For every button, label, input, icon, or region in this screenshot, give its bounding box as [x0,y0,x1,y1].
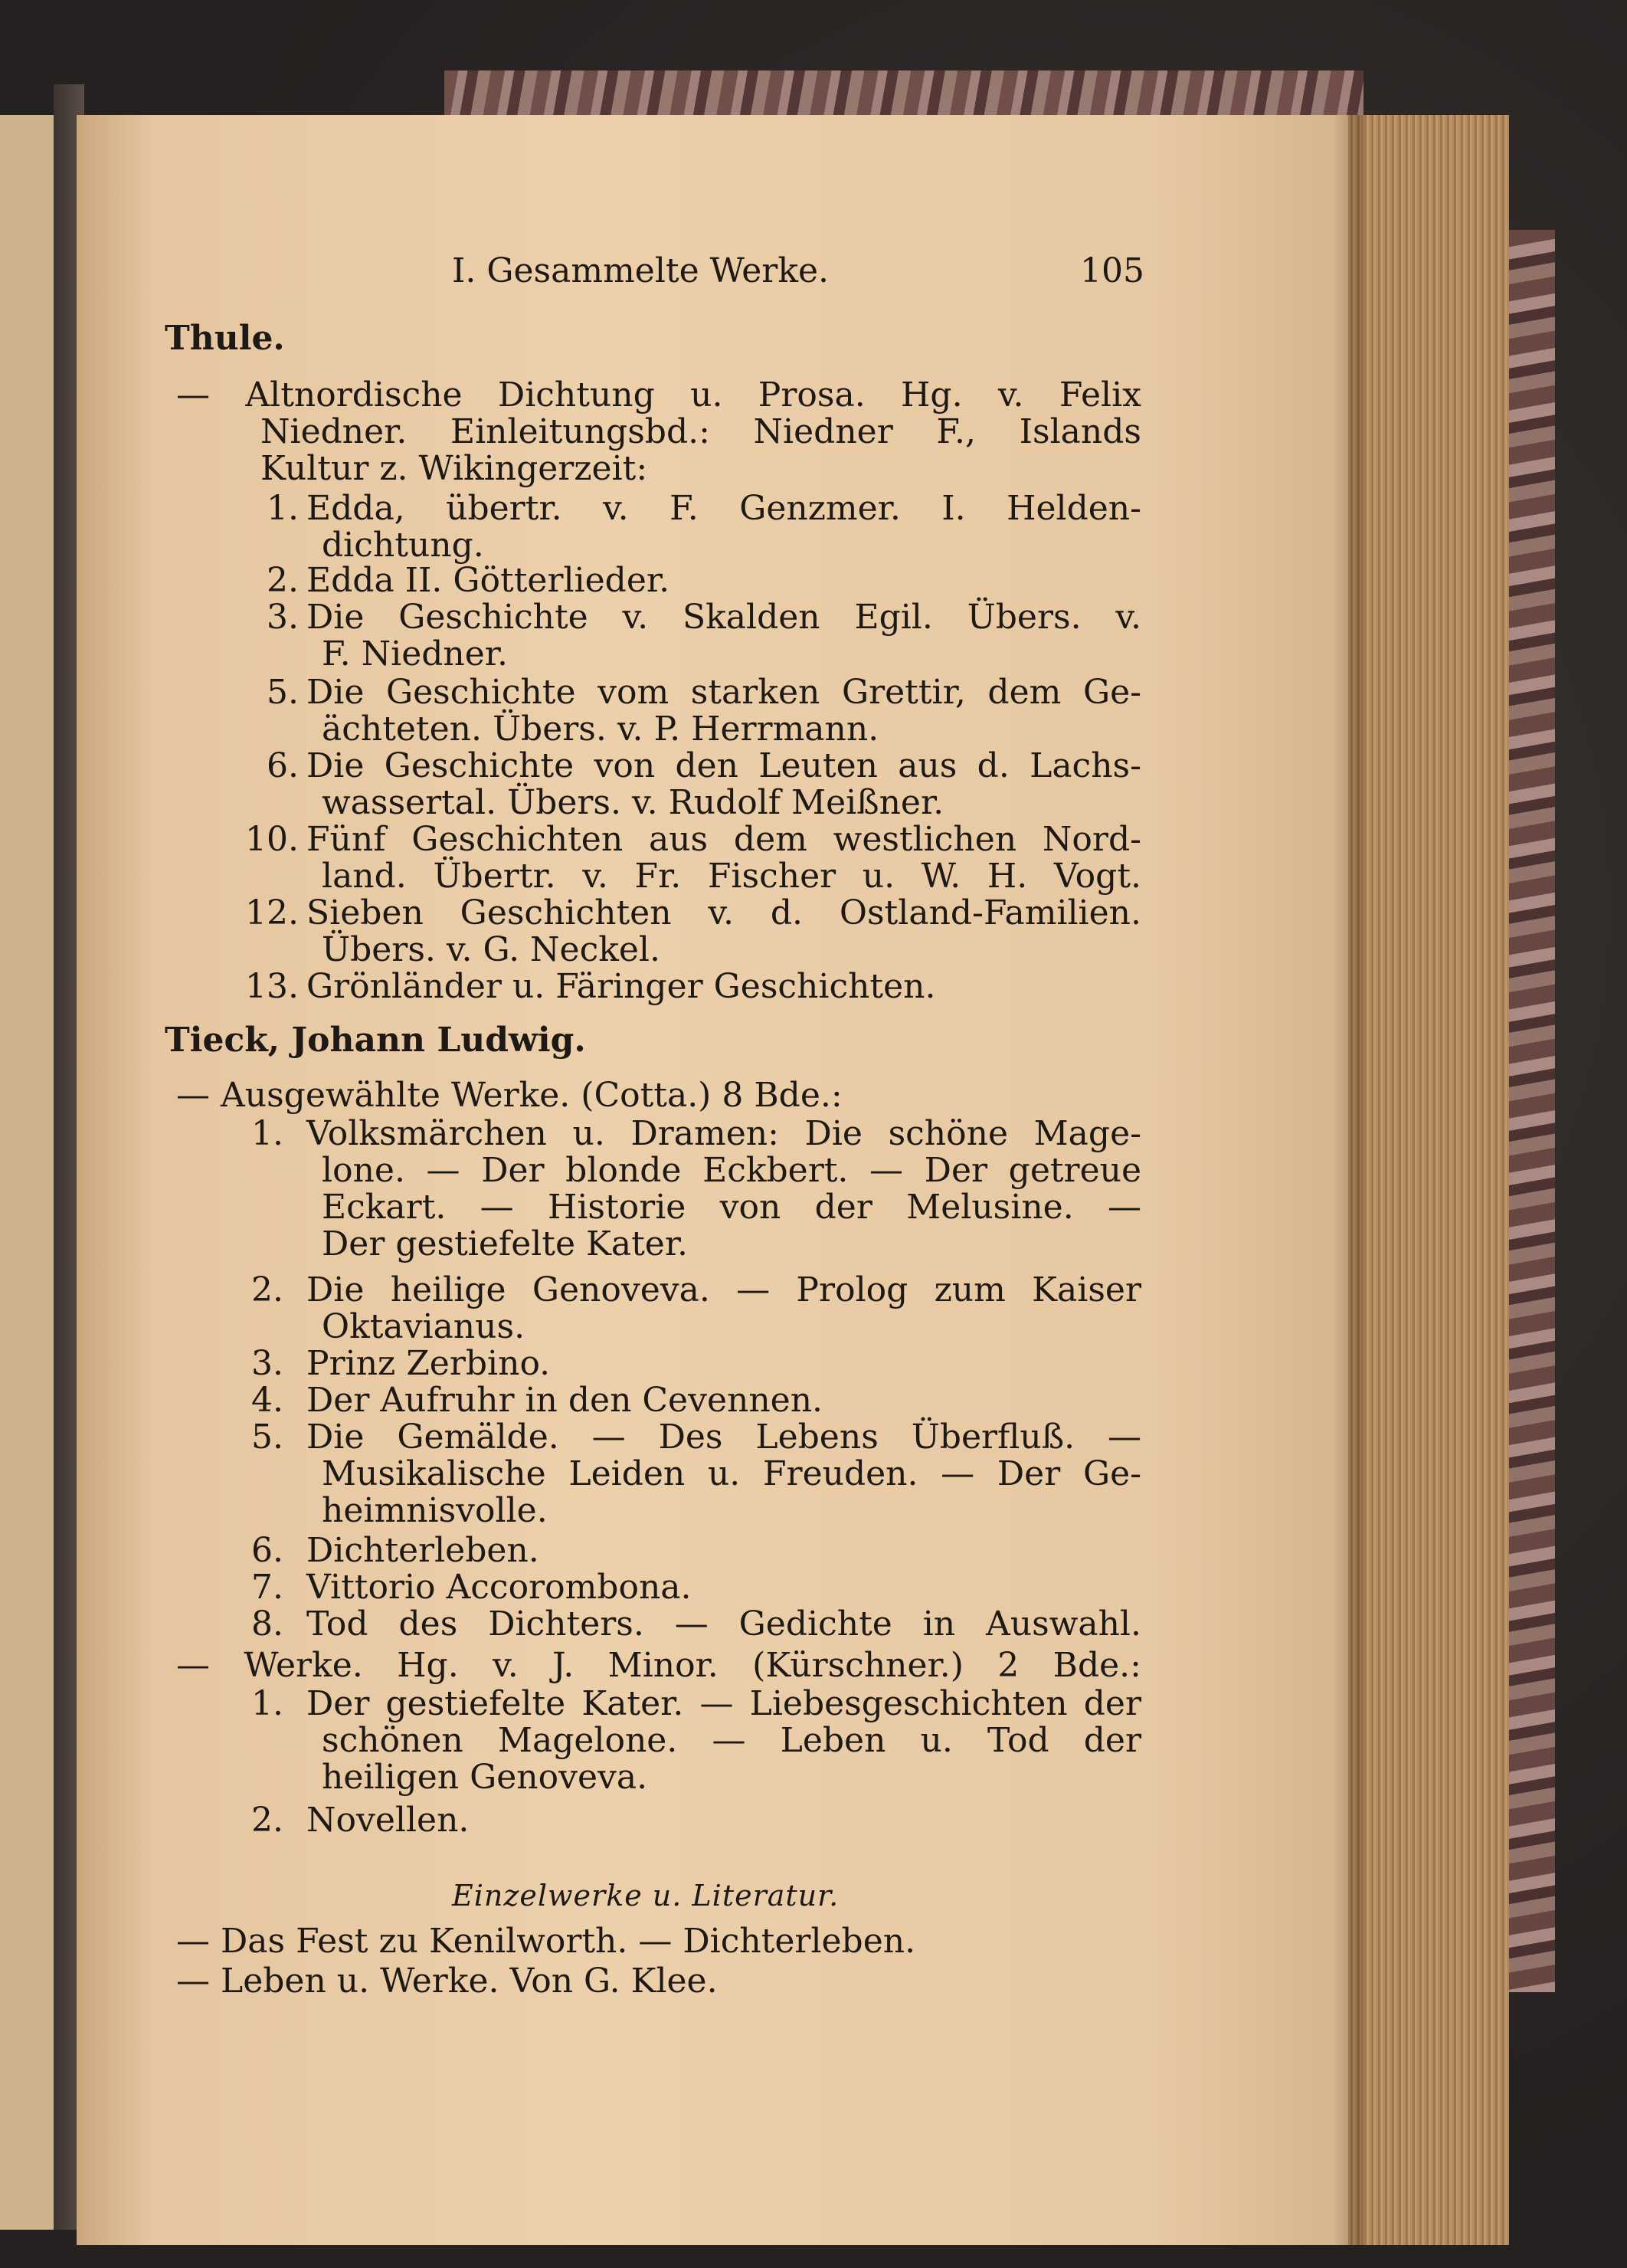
thule-entry-line: ächteten. Übers. v. P. Herrmann. [322,710,879,749]
tieck-entry-line: Eckart. — Historie von der Melusine. — [322,1188,1141,1227]
tieck-entry-number: 8. [251,1604,283,1644]
tieck-entry-line: lone. — Der blonde Eckbert. — Der getreue [322,1151,1141,1190]
previous-page-edge [0,115,56,2230]
page-edge-shadow [1333,115,1363,2245]
thule-entry-line: dichtung. [322,526,484,565]
thule-entry-number: 3. [267,598,299,637]
tieck-entry-number: 4. [251,1381,283,1420]
subheading-einzelwerke: Einzelwerke u. Literatur. [452,1879,840,1912]
thule-entry-line: Fünf Geschichten aus dem westlichen Nord- [306,820,1141,859]
tieck-entry-line: heimnisvolle. [322,1491,548,1530]
thule-intro-line-1: — Altnordische Dichtung u. Prosa. Hg. v. Felix [176,375,1141,415]
marbled-board-right [1509,230,1555,1992]
tieck-werke-entry-number: 1. [251,1684,283,1723]
tieck-werke-entry-line: Der gestiefelte Kater. — Liebesgeschichten der [306,1684,1141,1723]
thule-entry-number: 10. [245,820,299,859]
tieck-werke-minor: — Werke. Hg. v. J. Minor. (Kürschner.) 2 Bde.: [176,1646,1141,1685]
tieck-werke-entry-line: schönen Magelone. — Leben u. Tod der [322,1721,1141,1760]
tieck-entry-line: Oktavianus. [322,1307,525,1346]
thule-entry-number: 5. [267,673,299,712]
thule-entry-line: land. Übertr. v. Fr. Fischer u. W. H. Vogt. [322,857,1141,896]
thule-entry-line: Edda II. Götterlieder. [306,561,670,600]
tieck-entry-line: Die heilige Genoveva. — Prolog zum Kaiser [306,1270,1141,1309]
tieck-werke-entry-number: 2. [251,1801,283,1840]
tieck-ausgewaehlte-werke: — Ausgewählte Werke. (Cotta.) 8 Bde.: [176,1076,843,1115]
closing-line-1: — Das Fest zu Kenilworth. — Dichterleben. [176,1922,916,1961]
tieck-entry-line: Prinz Zerbino. [306,1344,551,1383]
tieck-entry-number: 5. [251,1418,283,1457]
tieck-entry-line: Der gestiefelte Kater. [322,1224,689,1263]
thule-entry-number: 6. [267,746,299,785]
thule-entry-number: 2. [267,561,299,600]
thule-intro-line-2: Niedner. Einleitungsbd.: Niedner F., Islands [260,412,1141,451]
thule-entry-number: 13. [245,967,299,1006]
tieck-entry-number: 7. [251,1568,283,1607]
thule-entry-number: 12. [245,893,299,932]
page-number: 105 [1080,251,1144,290]
page-fore-edge [1348,115,1509,2245]
thule-entry-number: 1. [267,489,299,528]
thule-entry-line: Übers. v. G. Neckel. [322,930,660,969]
thule-entry-line: F. Niedner. [322,634,508,674]
thule-entry-line: Sieben Geschichten v. d. Ostland-Familien. [306,893,1141,932]
thule-entry-line: Die Geschichte v. Skalden Egil. Übers. v. [306,598,1141,637]
thule-entry-line: Die Geschichte von den Leuten aus d. Lachs- [306,746,1141,785]
tieck-werke-entry-line: Novellen. [306,1801,470,1840]
thule-intro-line-3: Kultur z. Wikingerzeit: [260,449,648,488]
thule-entry-line: Grönländer u. Färinger Geschichten. [306,967,936,1006]
tieck-entry-line: Dichterleben. [306,1531,539,1570]
running-head-title: I. Gesammelte Werke. [452,251,830,290]
tieck-entry-line: Volksmärchen u. Dramen: Die schöne Mage- [306,1114,1141,1153]
tieck-entry-line: Die Gemälde. — Des Lebens Überfluß. — [306,1418,1141,1457]
section-heading-tieck: Tieck, Johann Ludwig. [165,1021,586,1060]
thule-entry-line: wassertal. Übers. v. Rudolf Meißner. [322,783,944,822]
tieck-entry-number: 2. [251,1270,283,1309]
section-heading-thule: Thule. [165,319,285,358]
closing-line-2: — Leben u. Werke. Von G. Klee. [176,1962,718,2001]
tieck-entry-line: Vittorio Accorombona. [306,1568,692,1607]
tieck-werke-entry-line: heiligen Genoveva. [322,1758,648,1797]
tieck-entry-number: 3. [251,1344,283,1383]
thule-entry-line: Die Geschichte vom starken Grettir, dem Ge- [306,673,1141,712]
tieck-entry-line: Tod des Dichters. — Gedichte in Auswahl. [306,1604,1141,1644]
tieck-entry-line: Musikalische Leiden u. Freuden. — Der Ge- [322,1454,1141,1493]
tieck-entry-number: 1. [251,1114,283,1153]
thule-entry-line: Edda, übertr. v. F. Genzmer. I. Helden- [306,489,1141,528]
tieck-entry-line: Der Aufruhr in den Cevennen. [306,1381,823,1420]
tieck-entry-number: 6. [251,1531,283,1570]
